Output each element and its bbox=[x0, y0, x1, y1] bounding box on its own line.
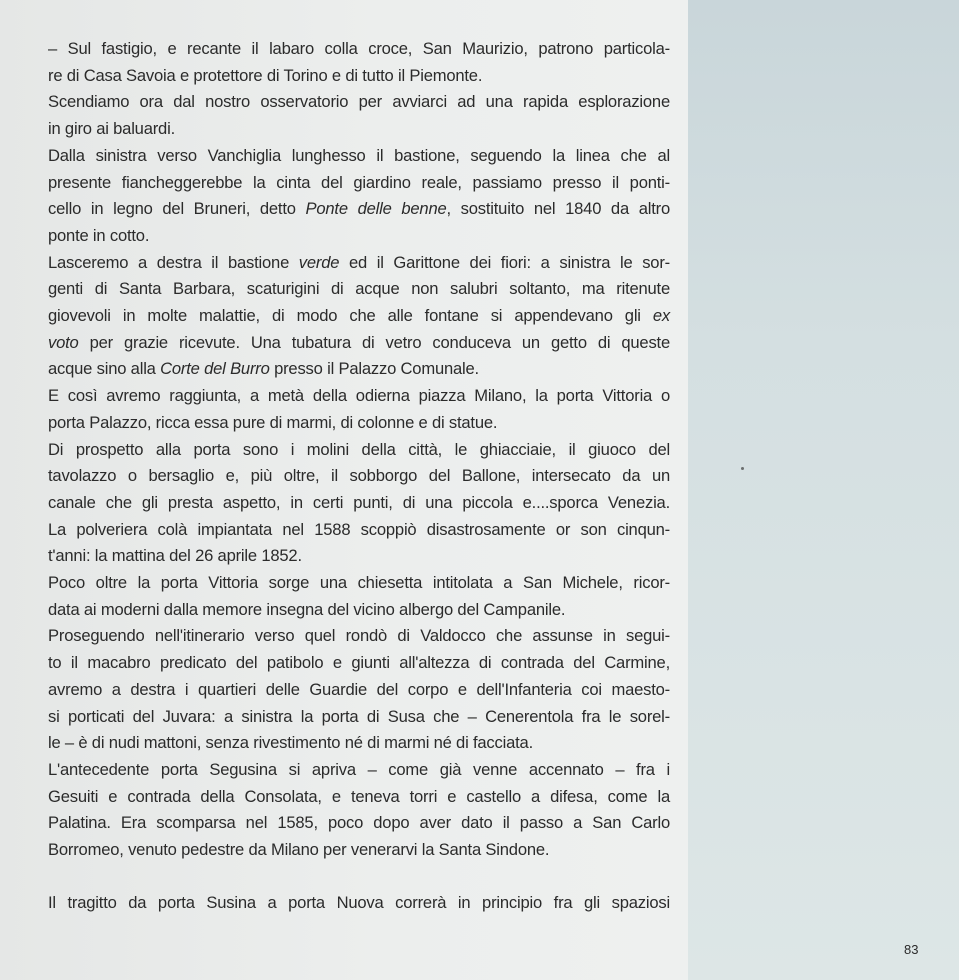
body-text bbox=[48, 36, 670, 917]
text-line bbox=[48, 890, 670, 917]
text-span: avremo a destra i quartieri delle Guardie del corpo e dell'Infanteria coi maesto- bbox=[48, 679, 670, 699]
text-span: acque sino alla bbox=[48, 359, 161, 379]
italic-text: Corte del Burro bbox=[160, 359, 270, 379]
text-line bbox=[48, 196, 670, 223]
text-line bbox=[48, 89, 670, 116]
text-line bbox=[48, 730, 670, 757]
text-line bbox=[48, 437, 670, 464]
text-span: in giro ai baluardi. bbox=[48, 119, 175, 139]
text-line bbox=[48, 650, 670, 677]
text-line bbox=[48, 116, 670, 143]
text-span: ed il Garittone dei fiori: a sinistra le sor- bbox=[339, 252, 670, 272]
page-number: 83 bbox=[904, 942, 919, 957]
italic-text: voto bbox=[48, 332, 79, 352]
text-span: to il macabro predicato del patibolo e giunti all'altezza di contrada del Carmine, bbox=[48, 653, 670, 673]
text-line bbox=[48, 143, 670, 170]
text-span: Dalla sinistra verso Vanchiglia lunghesso il bastione, seguendo la linea che al bbox=[48, 145, 670, 165]
text-line bbox=[48, 170, 670, 197]
text-span: si porticati del Juvara: a sinistra la porta di Susa che – Cenerentola fra le sorel- bbox=[48, 706, 670, 726]
text-line bbox=[48, 356, 670, 383]
text-span: Lasceremo a destra il bastione bbox=[48, 252, 299, 272]
text-span: re di Casa Savoia e protettore di Torino e di tutto il Piemonte. bbox=[48, 65, 483, 85]
text-line bbox=[48, 63, 670, 90]
text-line bbox=[48, 837, 670, 864]
text-line bbox=[48, 490, 670, 517]
text-line bbox=[48, 36, 670, 63]
text-span: genti di Santa Barbara, scaturigini di acque non salubri soltanto, ma ritenute bbox=[48, 279, 670, 299]
text-line bbox=[48, 704, 670, 731]
italic-text: Ponte delle benne bbox=[305, 199, 447, 219]
text-line bbox=[48, 570, 670, 597]
paragraph-gap bbox=[48, 864, 670, 890]
text-line bbox=[48, 677, 670, 704]
text-span: canale che gli presta aspetto, in certi punti, di una piccola e....sporca Venezia. bbox=[48, 492, 670, 512]
text-span: E così avremo raggiunta, a metà della odierna piazza Milano, la porta Vittoria o bbox=[48, 386, 670, 406]
text-line bbox=[48, 410, 670, 437]
text-line bbox=[48, 597, 670, 624]
text-span: tavolazzo o bersaglio e, più oltre, il sobborgo del Ballone, intersecato da un bbox=[48, 466, 670, 486]
text-line bbox=[48, 223, 670, 250]
text-line bbox=[48, 276, 670, 303]
text-span: Poco oltre la porta Vittoria sorge una chiesetta intitolata a San Michele, ricor- bbox=[48, 573, 670, 593]
ink-speck bbox=[741, 467, 744, 470]
text-span: , sostituito nel 1840 da altro bbox=[446, 199, 670, 219]
text-span: Gesuiti e contrada della Consolata, e teneva torri e castello a difesa, come la bbox=[48, 786, 670, 806]
text-line bbox=[48, 623, 670, 650]
text-line bbox=[48, 810, 670, 837]
text-span: Di prospetto alla porta sono i molini della città, le ghiacciaie, il giuoco del bbox=[48, 439, 670, 459]
margin-panel bbox=[688, 0, 959, 980]
text-line bbox=[48, 784, 670, 811]
text-line bbox=[48, 463, 670, 490]
italic-text: ex bbox=[652, 306, 670, 326]
text-span: cello in legno del Bruneri, detto bbox=[48, 199, 306, 219]
text-line bbox=[48, 383, 670, 410]
text-line bbox=[48, 250, 670, 277]
text-span: Scendiamo ora dal nostro osservatorio per avviarci ad una rapida esplorazione bbox=[48, 92, 670, 112]
text-span: t'anni: la mattina del 26 aprile 1852. bbox=[48, 546, 302, 566]
text-span: le – è di nudi mattoni, senza rivestimento né di marmi né di facciata. bbox=[48, 733, 533, 753]
text-span: giovevoli in molte malattie, di modo che alle fontane si appendevano gli bbox=[48, 306, 653, 326]
text-span: data ai moderni dalla memore insegna del vicino albergo del Campanile. bbox=[48, 599, 566, 619]
text-line bbox=[48, 330, 670, 357]
text-span: per grazie ricevute. Una tubatura di vetro conduceva un getto di queste bbox=[78, 332, 670, 352]
text-line bbox=[48, 543, 670, 570]
text-span: porta Palazzo, ricca essa pure di marmi, di colonne e di statue. bbox=[48, 412, 498, 432]
italic-text: verde bbox=[298, 252, 340, 272]
text-span: Palatina. Era scomparsa nel 1585, poco dopo aver dato il passo a San Carlo bbox=[48, 813, 670, 833]
text-line bbox=[48, 757, 670, 784]
text-span: ponte in cotto. bbox=[48, 225, 150, 245]
text-span: L'antecedente porta Segusina si apriva – come già venne accennato – fra i bbox=[48, 759, 670, 779]
text-line bbox=[48, 303, 670, 330]
text-span: Il tragitto da porta Susina a porta Nuova correrà in principio fra gli spaziosi bbox=[48, 892, 670, 912]
text-span: presente fiancheggerebbe la cinta del giardino reale, passiamo presso il ponti- bbox=[48, 172, 670, 192]
text-line bbox=[48, 517, 670, 544]
text-span: Proseguendo nell'itinerario verso quel rondò di Valdocco che assunse in segui- bbox=[48, 626, 670, 646]
text-span: – Sul fastigio, e recante il labaro colla croce, San Maurizio, patrono particola- bbox=[48, 39, 670, 58]
text-span: Borromeo, venuto pedestre da Milano per venerarvi la Santa Sindone. bbox=[48, 840, 550, 860]
text-span: presso il Palazzo Comunale. bbox=[269, 359, 479, 379]
text-span: La polveriera colà impiantata nel 1588 scoppiò disastrosamente or son cinqun- bbox=[48, 519, 670, 539]
